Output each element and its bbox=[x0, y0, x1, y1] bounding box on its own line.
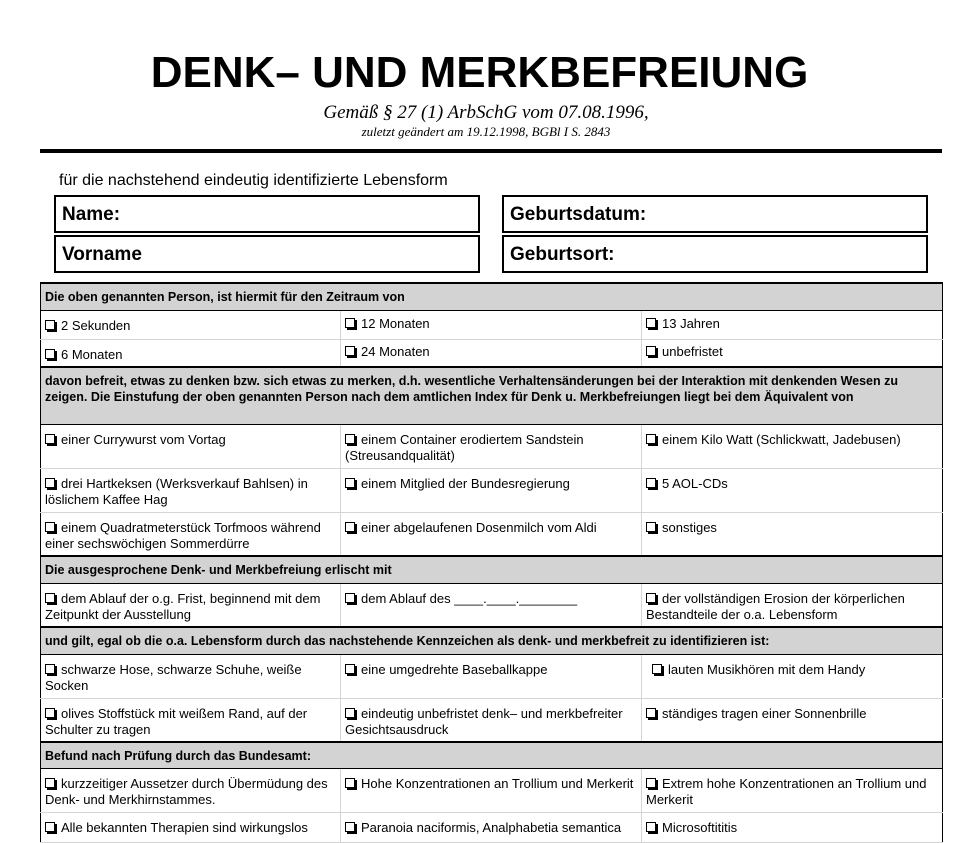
checkbox-icon[interactable] bbox=[646, 478, 656, 488]
option-label: 5 AOL-CDs bbox=[662, 475, 728, 491]
checkbox-icon[interactable] bbox=[345, 778, 355, 788]
checkbox-icon[interactable] bbox=[646, 778, 656, 788]
option-label: Alle bekannten Therapien sind wirkungslos bbox=[61, 819, 308, 835]
checkbox-icon[interactable] bbox=[646, 708, 656, 718]
option-label: sonstiges bbox=[662, 519, 717, 535]
checkbox-icon[interactable] bbox=[45, 349, 55, 359]
section-heading-period: Die oben genannten Person, ist hiermit für den Zeitraum von bbox=[41, 283, 943, 310]
birthdate-label: Geburtsdatum: bbox=[510, 204, 647, 225]
checkbox-icon[interactable] bbox=[45, 708, 55, 718]
option-label: drei Hartkeksen (Werksverkauf Bahlsen) in löslichem Kaffee Hag bbox=[45, 475, 308, 507]
checkbox-option[interactable] bbox=[341, 468, 642, 512]
checkbox-icon[interactable] bbox=[45, 778, 55, 788]
option-label: der vollständigen Erosion der körperlichen Bestandteile der o.a. Lebensform bbox=[646, 590, 905, 622]
checkbox-icon[interactable] bbox=[345, 593, 355, 603]
option-label: dem Ablauf der o.g. Frist, beginnend mit dem Zeitpunkt der Ausstellung bbox=[45, 590, 321, 622]
checkbox-icon[interactable] bbox=[45, 320, 55, 330]
checkbox-icon[interactable] bbox=[45, 478, 55, 488]
option-label: Hohe Konzentrationen an Trollium und Merkerit bbox=[361, 775, 634, 791]
checkbox-icon[interactable] bbox=[345, 522, 355, 532]
birthdate-field[interactable] bbox=[502, 195, 928, 233]
checkbox-icon[interactable] bbox=[45, 664, 55, 674]
checkbox-option[interactable] bbox=[642, 339, 943, 367]
checkbox-option[interactable] bbox=[341, 424, 642, 468]
section-heading-findings: Befund nach Prüfung durch das Bundesamt: bbox=[41, 742, 943, 768]
checkbox-icon[interactable] bbox=[646, 593, 656, 603]
checkbox-option[interactable] bbox=[41, 768, 341, 812]
option-label: lauten Musikhören mit dem Handy bbox=[668, 661, 866, 677]
option-label: Paranoia naciformis, Analphabetia semantica bbox=[361, 819, 622, 835]
checkbox-option[interactable] bbox=[341, 339, 642, 367]
checkbox-option[interactable] bbox=[642, 654, 943, 698]
intro-text: für die nachstehend eindeutig identifizierte Lebensform bbox=[59, 172, 448, 189]
checkbox-icon[interactable] bbox=[45, 822, 55, 832]
checkbox-option[interactable] bbox=[341, 512, 642, 556]
option-label: Microsoftititis bbox=[662, 819, 738, 835]
checkbox-option[interactable] bbox=[41, 310, 341, 339]
header-rule bbox=[40, 149, 942, 153]
checkbox-icon[interactable] bbox=[646, 318, 656, 328]
checkbox-icon[interactable] bbox=[646, 522, 656, 532]
section-heading-exemption: davon befreit, etwas zu denken bzw. sich etwas zu merken, d.h. wesentliche Verhaltensänderungen bei der Interaktion mit denkenden Wesen zu zeigen. Die Einstufung der oben genannten Person nach dem amtlichen Index für Denk u. Merkbefreiungen liegt bei dem Äquivalent von bbox=[41, 367, 943, 424]
option-label: 12 Monaten bbox=[361, 315, 430, 331]
checkbox-option[interactable] bbox=[341, 768, 642, 812]
checkbox-icon[interactable] bbox=[345, 708, 355, 718]
checkbox-icon[interactable] bbox=[345, 346, 355, 356]
form-table bbox=[40, 282, 943, 843]
option-label: olives Stoffstück mit weißem Rand, auf der Schulter zu tragen bbox=[45, 705, 308, 737]
checkbox-icon[interactable] bbox=[345, 478, 355, 488]
checkbox-option[interactable] bbox=[41, 698, 341, 742]
option-label: einem Mitglied der Bundesregierung bbox=[361, 475, 570, 491]
section-heading-identifier: und gilt, egal ob die o.a. Lebensform durch das nachstehende Kennzeichen als denk- und merkbefreit zu identifizieren ist: bbox=[41, 627, 943, 654]
checkbox-icon[interactable] bbox=[646, 434, 656, 444]
birthplace-label: Geburtsort: bbox=[510, 244, 615, 265]
option-label: einem Kilo Watt (Schlickwatt, Jadebusen) bbox=[662, 431, 901, 447]
checkbox-option[interactable] bbox=[341, 698, 642, 742]
checkbox-option[interactable] bbox=[642, 698, 943, 742]
option-label: 13 Jahren bbox=[662, 315, 720, 331]
option-label: einem Container erodiertem Sandstein (Streusandqualität) bbox=[345, 431, 584, 463]
checkbox-option[interactable] bbox=[41, 339, 341, 367]
name-label: Name: bbox=[62, 204, 121, 225]
checkbox-option[interactable] bbox=[41, 583, 341, 627]
document-title: DENK– UND MERKBEFREIUNG bbox=[150, 48, 809, 97]
option-label: 2 Sekunden bbox=[61, 317, 131, 333]
document-subtitle: Gemäß § 27 (1) ArbSchG vom 07.08.1996, bbox=[323, 102, 649, 123]
option-label: schwarze Hose, schwarze Schuhe, weiße Socken bbox=[45, 661, 302, 693]
checkbox-option[interactable] bbox=[41, 512, 341, 556]
checkbox-icon[interactable] bbox=[345, 318, 355, 328]
checkbox-option[interactable] bbox=[642, 512, 943, 556]
checkbox-option[interactable] bbox=[642, 768, 943, 812]
option-label: einem Quadratmeterstück Torfmoos während einer sechswöchigen Sommerdürre bbox=[45, 519, 321, 551]
checkbox-icon[interactable] bbox=[45, 434, 55, 444]
checkbox-option[interactable] bbox=[41, 468, 341, 512]
document-subtitle-small: zuletzt geändert am 19.12.1998, BGBl I S. 2843 bbox=[361, 124, 611, 139]
birthplace-field[interactable] bbox=[502, 235, 928, 273]
checkbox-icon[interactable] bbox=[646, 346, 656, 356]
option-label: Extrem hohe Konzentrationen an Trollium und Merkerit bbox=[646, 775, 927, 807]
checkbox-option[interactable] bbox=[642, 468, 943, 512]
option-label: eindeutig unbefristet denk– und merkbefreiter Gesichtsausdruck bbox=[345, 705, 623, 737]
checkbox-option[interactable] bbox=[642, 310, 943, 339]
checkbox-option[interactable] bbox=[642, 583, 943, 627]
checkbox-option[interactable] bbox=[341, 654, 642, 698]
checkbox-icon[interactable] bbox=[45, 593, 55, 603]
option-label: unbefristet bbox=[662, 343, 723, 359]
checkbox-option[interactable] bbox=[341, 310, 642, 339]
checkbox-option[interactable] bbox=[341, 583, 642, 627]
option-label: einer abgelaufenen Dosenmilch vom Aldi bbox=[361, 519, 597, 535]
checkbox-icon[interactable] bbox=[45, 522, 55, 532]
option-label: eine umgedrehte Baseballkappe bbox=[361, 661, 548, 677]
section-heading-expiry: Die ausgesprochene Denk- und Merkbefreiung erlischt mit bbox=[41, 556, 943, 583]
option-label: dem Ablauf des ____.____.________ bbox=[361, 590, 578, 606]
option-label: kurzzeitiger Aussetzer durch Übermüdung des Denk- und Merkhirnstammes. bbox=[45, 775, 328, 807]
checkbox-option[interactable] bbox=[41, 654, 341, 698]
checkbox-option[interactable] bbox=[41, 424, 341, 468]
option-label: 6 Monaten bbox=[61, 346, 123, 362]
firstname-field[interactable] bbox=[54, 235, 480, 273]
name-field[interactable] bbox=[54, 195, 480, 233]
firstname-label: Vorname bbox=[62, 244, 142, 265]
checkbox-icon[interactable] bbox=[652, 664, 662, 674]
checkbox-icon[interactable] bbox=[345, 822, 355, 832]
option-label: ständiges tragen einer Sonnenbrille bbox=[662, 705, 867, 721]
checkbox-icon[interactable] bbox=[345, 434, 355, 444]
option-label: einer Currywurst vom Vortag bbox=[61, 431, 226, 447]
checkbox-option[interactable] bbox=[642, 424, 943, 468]
option-label: 24 Monaten bbox=[361, 343, 430, 359]
checkbox-icon[interactable] bbox=[646, 822, 656, 832]
checkbox-icon[interactable] bbox=[345, 664, 355, 674]
